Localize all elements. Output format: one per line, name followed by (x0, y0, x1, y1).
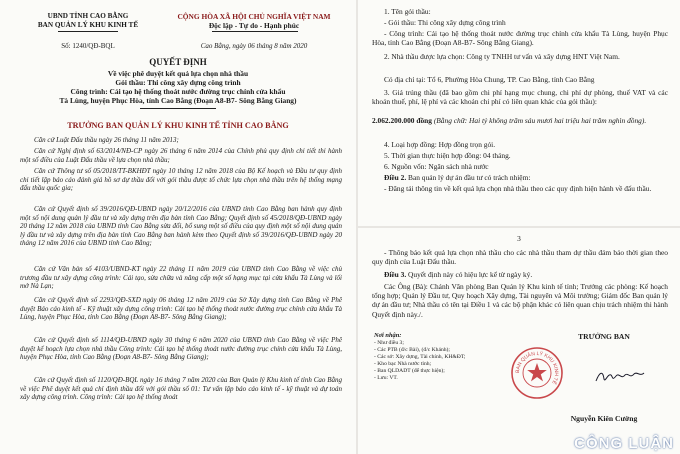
issuing-authority: TRƯỞNG BAN QUẢN LÝ KHU KINH TẾ TỈNH CAO BẰNG (67, 121, 289, 130)
article-2-text: Ban quản lý dự án đầu tư có trách nhiệm: (408, 173, 531, 182)
article-2-heading (372, 173, 668, 182)
article-2-item-2: - Thông báo kết quả lựa chọn nhà thầu cho các nhà thầu tham dự thầu đảm bảo thời gian theo quy định của Luật Đấu thầu. (372, 248, 668, 267)
legal-basis-3: Căn cứ Thông tư số 05/2018/TT-BKHĐT ngày 10 tháng 12 năm 2018 của Bộ Kế hoạch và Đầu tư quy định chi tiết lập báo cáo đánh giá hồ sơ dự thầu đối với gói thầu được tổ chức lựa chọn nhà thầu trên hệ thống mạng đấu thầu quốc gia; (20, 167, 342, 193)
article-1-item-1: 1. Tên gói thầu: (384, 7, 431, 16)
recipient-5: - Ban QLDADT (để thực hiện); (374, 368, 445, 374)
article-2-item-1: - Đăng tải thông tin về kết quả lựa chọn nhà thầu theo các quy định hiện hành về đấu thầu. (384, 184, 652, 193)
winning-price-words: (Bằng chữ: Hai tỷ không trăm sáu mươi hai triệu hai trăm nghìn đồng). (433, 116, 647, 125)
header-divider-right (212, 31, 298, 32)
recipient-1: - Như điều 3; (374, 340, 404, 346)
header-motto: Độc lập - Tự do - Hạnh phúc (208, 21, 300, 30)
recipients-title: Nơi nhận: (374, 332, 402, 339)
article-1-address: Có địa chỉ tại: Tổ 6, Phường Hòa Chung, TP. Cao Bằng, tỉnh Cao Bằng (384, 75, 595, 84)
header-nation: CỘNG HÒA XÃ HỘI CHỦ NGHĨA VIỆT NAM (177, 12, 331, 21)
article-1-contractor: 2. Nhà thầu được lựa chọn: Công ty TNHH tư vấn và xây dựng HNT Việt Nam. (384, 52, 620, 61)
subject-line-1: Về việc phê duyệt kết quả lựa chọn nhà thầu (107, 69, 249, 78)
legal-basis-4: Căn cứ Quyết định số 39/2016/QĐ-UBND ngày 20/12/2016 của UBND tỉnh Cao Bằng ban hành quy định một số nội dung quản lý đầu tư và xây dựng trên địa bàn tỉnh Cao Bằng; Quyết định số 45/2018/QĐ-UBND ngày 20 tháng 12 năm 2018 của UBND tỉnh Cao Bằng sửa đổi, bổ sung một số điều của quy định một số nội dung quản lý đầu tư và xây dựng trên địa bàn tỉnh Cao Bằng ban hành kèm theo Quyết định số 39/2016/QĐ-UBND ngày 20 tháng 12 năm 2016 của UBND tỉnh Cao Bằng; (20, 205, 342, 248)
signer-title: TRƯỞNG BAN (578, 332, 630, 341)
recipient-3: - Các sở: Xây dựng, Tài chính, KH&ĐT; (374, 354, 466, 360)
official-seal-icon (510, 346, 564, 400)
article-1-contract-type: 4. Loại hợp đồng: Hợp đồng trọn gói. (384, 140, 496, 149)
publisher-watermark: CÔNG LUẬN (574, 435, 674, 452)
implementation-clause: Các Ông (Bà): Chánh Văn phòng Ban Quản lý Khu kinh tế tỉnh; Trưởng các phòng: Kế hoạch tổng hợp; Quản lý Đầu tư, Quy hoạch Xây dựng, Tài nguyên và Môi trường; Giám đốc Ban quản lý dự án đầu tư; Nhà thầu có tên tại Điều 1 và các bộ phận khác có liên quan chịu trách nhiệm thi hành Quyết định này./. (372, 282, 668, 319)
subject-divider (140, 108, 216, 109)
article-3-label: Điều 3. (384, 270, 407, 279)
document-type: QUYẾT ĐỊNH (149, 57, 207, 67)
subject-line-3: Công trình: Cải tạo hệ thống thoát nước đường trục chính cửa khẩu (70, 87, 286, 96)
legal-basis-8: Căn cứ Quyết định số 1120/QĐ-BQL ngày 16 tháng 7 năm 2020 của Ban Quản lý Khu kinh tế tỉnh Cao Bằng về việc Phê duyệt kết quả chỉ định thầu đối với gói thầu số 01: Tư vấn lập báo cáo kinh tế - kỹ thuật và dự toán xây dựng công trình. Công trình: Cải tạo hệ thống thoát (20, 376, 342, 402)
page-number: 3 (517, 234, 521, 243)
legal-basis-5: Căn cứ Văn bản số 4103/UBND-KT ngày 22 tháng 11 năm 2019 của UBND tỉnh Cao Bằng về việc chủ trương đầu tư xây dựng công trình: Cải tạo, sửa chữa và nâng cấp một số hạng mục tại cửa khẩu Tà Lùng và lối mở Nà Lạn; (20, 265, 342, 291)
signer-name: Nguyễn Kiên Cường (570, 414, 638, 423)
article-1-project: - Công trình: Cải tạo hệ thống thoát nước đường trục chính cửa khẩu Tà Lùng, huyện Phục Hòa, tỉnh Cao Bằng (Đoạn A8-B7- Sông Bằng Giang). (372, 29, 668, 48)
legal-basis-7: Căn cứ Quyết định số 1114/QĐ-UBND ngày 30 tháng 6 năm 2020 của UBND tỉnh Cao Bằng về việc Phê duyệt kế hoạch lựa chọn nhà thầu Công trình: Cải tạo hệ thống thoát nước đường trục chính cửa khẩu Tà Lùng, huyện Phục Hòa, tỉnh Cao Bằng (Đoạn A8-B7- Sông Bằng Giang); (20, 336, 342, 362)
article-3-text: Quyết định này có hiệu lực kể từ ngày ký. (408, 270, 533, 279)
handwritten-signature (594, 367, 646, 385)
decision-page-3 (358, 228, 680, 454)
article-1-price (372, 116, 668, 125)
article-1-funding: 6. Nguồn vốn: Ngân sách nhà nước (384, 162, 489, 171)
recipient-4: - Kho bạc Nhà nước tỉnh; (374, 361, 432, 367)
header-agency-name: BAN QUẢN LÝ KHU KINH TẾ (37, 21, 139, 29)
header-divider-left (58, 31, 118, 32)
article-1-duration: 5. Thời gian thực hiện hợp đồng: 04 tháng. (384, 151, 511, 160)
legal-basis-1: Căn cứ Luật Đấu thầu ngày 26 tháng 11 năm 2013; (34, 136, 179, 144)
header-agency-province: UBND TỈNH CAO BẰNG (47, 12, 129, 20)
article-1-price-desc: 3. Giá trúng thầu (đã bao gồm chi phí hạng mục chung, chi phí dự phòng, thuế VAT và các khoản thuế, phí, lệ phí và các khoản chi phí có liên quan khác của gói thầu): (372, 88, 668, 107)
legal-basis-2: Căn cứ Nghị định số 63/2014/NĐ-CP ngày 26 tháng 6 năm 2014 của Chính phủ quy định chi tiết thi hành một số điều của Luật Đấu thầu về lựa chọn nhà thầu; (20, 147, 342, 164)
document-number: Số: 1240/QĐ-BQL (61, 42, 115, 50)
legal-basis-6: Căn cứ Quyết định số 2293/QĐ-SXD ngày 06 tháng 12 năm 2019 của Sở Xây dựng tỉnh Cao Bằng về Phê duyệt Báo cáo kinh tế - Kỹ thuật xây dựng công trình: Cải tạo hệ thống thoát nước đường trục chính cửa khẩu Tà Lùng, huyện Phục Hòa, tỉnh Cao Bằng (Đoạn A8-B7- Sông Bằng Giang); (20, 296, 342, 322)
winning-price-amount: 2.062.200.000 đồng (372, 116, 432, 125)
article-2-label: Điều 2. (384, 173, 407, 182)
subject-line-4: Tà Lùng, huyện Phục Hòa, tỉnh Cao Bằng (Đoạn A8-B7- Sông Bằng Giang) (59, 96, 297, 105)
article-3 (372, 270, 668, 279)
seal-text: BAN QUẢN LÝ KHU KINH TẾ (514, 350, 560, 385)
place-date: Cao Bằng, ngày 06 tháng 8 năm 2020 (200, 42, 308, 50)
subject-line-2: Gói thầu: Thi công xây dựng công trình (115, 78, 241, 87)
article-1-package: - Gói thầu: Thi công xây dựng công trình (384, 18, 506, 27)
decision-page-2 (358, 0, 680, 226)
recipient-2: - Các PTB (đ/c Bài), (đ/c Khánh); (374, 347, 450, 353)
recipient-6: - Lưu: VT. (374, 375, 398, 381)
